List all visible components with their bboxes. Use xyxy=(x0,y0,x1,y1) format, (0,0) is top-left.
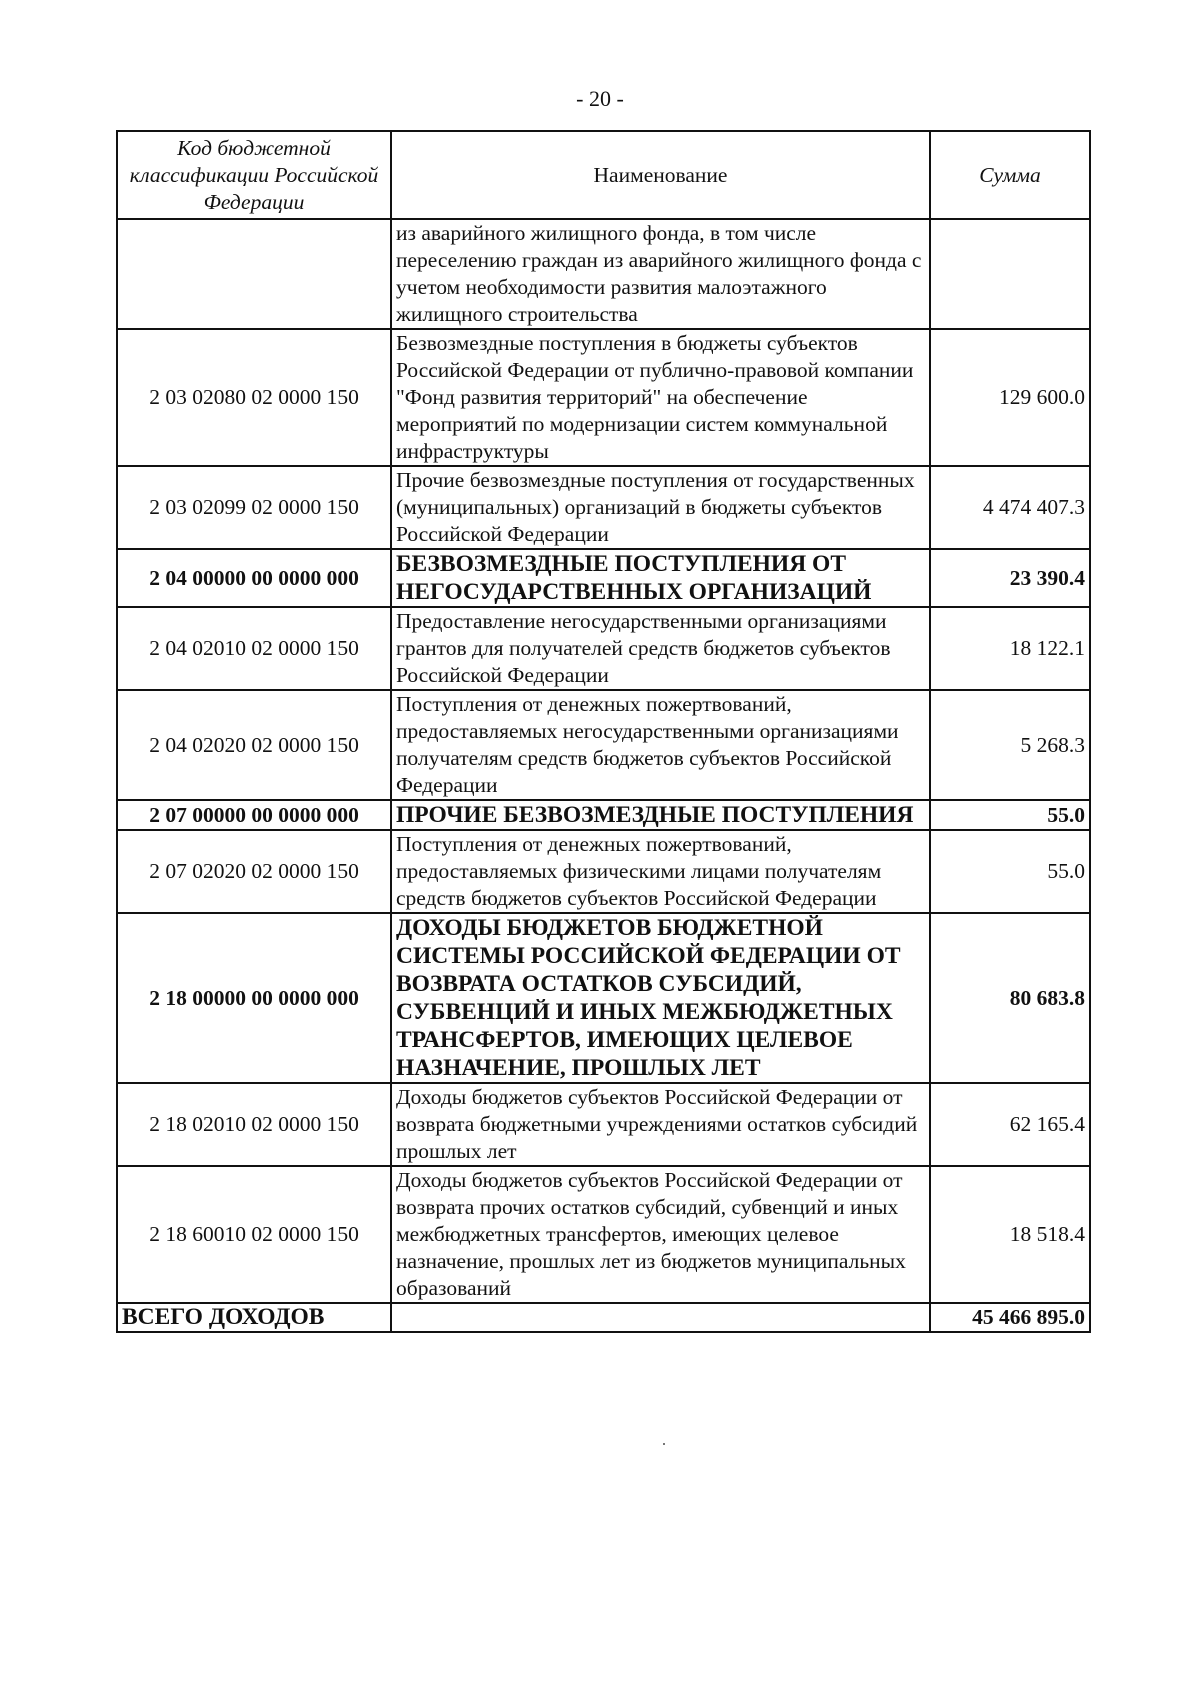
name-cell: ПРОЧИЕ БЕЗВОЗМЕЗДНЫЕ ПОСТУПЛЕНИЯ xyxy=(391,800,930,830)
sum-cell: 80 683.8 xyxy=(930,913,1090,1083)
code-cell: 2 18 00000 00 0000 000 xyxy=(117,913,391,1083)
code-cell: 2 07 00000 00 0000 000 xyxy=(117,800,391,830)
total-name-empty xyxy=(391,1303,930,1332)
table-row xyxy=(117,329,1090,466)
sum-cell: 55.0 xyxy=(930,800,1090,830)
table-header-row xyxy=(117,131,1090,219)
sum-cell: 18 122.1 xyxy=(930,607,1090,690)
table-row xyxy=(117,800,1090,830)
sum-cell: 23 390.4 xyxy=(930,549,1090,607)
name-cell: Прочие безвозмездные поступления от государственных (муниципальных) организаций в бюджеты субъектов Российской Федерации xyxy=(391,466,930,549)
name-cell: из аварийного жилищного фонда, в том числе переселению граждан из аварийного жилищного фонда с учетом необходимости развития малоэтажного жилищного строительства xyxy=(391,219,930,329)
sum-cell: 5 268.3 xyxy=(930,690,1090,800)
name-cell: Безвозмездные поступления в бюджеты субъектов Российской Федерации от публично-правовой компании "Фонд развития территорий" на обеспечение мероприятий по модернизации систем коммунальной инфраструктуры xyxy=(391,329,930,466)
table-row xyxy=(117,830,1090,913)
name-cell: Доходы бюджетов субъектов Российской Федерации от возврата бюджетными учреждениями остатков субсидий прошлых лет xyxy=(391,1083,930,1166)
table-row xyxy=(117,690,1090,800)
sum-cell: 4 474 407.3 xyxy=(930,466,1090,549)
table-row xyxy=(117,1166,1090,1303)
page-number: - 20 - xyxy=(576,86,624,111)
total-label: ВСЕГО ДОХОДОВ xyxy=(117,1303,391,1332)
name-cell: Поступления от денежных пожертвований, предоставляемых негосударственными организациями получателям средств бюджетов субъектов Российской Федерации xyxy=(391,690,930,800)
name-cell: БЕЗВОЗМЕЗДНЫЕ ПОСТУПЛЕНИЯ ОТ НЕГОСУДАРСТВЕННЫХ ОРГАНИЗАЦИЙ xyxy=(391,549,930,607)
sum-cell xyxy=(930,219,1090,329)
code-cell: 2 04 00000 00 0000 000 xyxy=(117,549,391,607)
scan-speck xyxy=(663,1443,665,1445)
code-cell: 2 18 60010 02 0000 150 xyxy=(117,1166,391,1303)
code-cell: 2 04 02020 02 0000 150 xyxy=(117,690,391,800)
revenue-table xyxy=(116,130,1091,1333)
table-row xyxy=(117,607,1090,690)
code-cell: 2 03 02099 02 0000 150 xyxy=(117,466,391,549)
table-row xyxy=(117,466,1090,549)
code-cell: 2 07 02020 02 0000 150 xyxy=(117,830,391,913)
sum-cell: 18 518.4 xyxy=(930,1166,1090,1303)
code-cell: 2 18 02010 02 0000 150 xyxy=(117,1083,391,1166)
name-cell: ДОХОДЫ БЮДЖЕТОВ БЮДЖЕТНОЙ СИСТЕМЫ РОССИЙСКОЙ ФЕДЕРАЦИИ ОТ ВОЗВРАТА ОСТАТКОВ СУБСИДИЙ, СУБВЕНЦИЙ И ИНЫХ МЕЖБЮДЖЕТНЫХ ТРАНСФЕРТОВ, ИМЕЮЩИХ ЦЕЛЕВОЕ НАЗНАЧЕНИЕ, ПРОШЛЫХ ЛЕТ xyxy=(391,913,930,1083)
name-cell: Доходы бюджетов субъектов Российской Федерации от возврата прочих остатков субсидий, субвенций и иных межбюджетных трансфертов, имеющих целевое назначение, прошлых лет из бюджетов муниципальных образований xyxy=(391,1166,930,1303)
name-cell: Поступления от денежных пожертвований, предоставляемых физическими лицами получателям средств бюджетов субъектов Российской Федерации xyxy=(391,830,930,913)
code-cell: 2 03 02080 02 0000 150 xyxy=(117,329,391,466)
table-body xyxy=(117,219,1090,1303)
sum-cell: 62 165.4 xyxy=(930,1083,1090,1166)
table-row xyxy=(117,1083,1090,1166)
header-sum: Сумма xyxy=(930,131,1090,219)
table-row xyxy=(117,219,1090,329)
total-sum: 45 466 895.0 xyxy=(930,1303,1090,1332)
code-cell xyxy=(117,219,391,329)
header-code: Код бюджетной классификации Российской Федерации xyxy=(117,131,391,219)
header-name: Наименование xyxy=(391,131,930,219)
name-cell: Предоставление негосударственными организациями грантов для получателей средств бюджетов субъектов Российской Федерации xyxy=(391,607,930,690)
table-row xyxy=(117,549,1090,607)
sum-cell: 129 600.0 xyxy=(930,329,1090,466)
code-cell: 2 04 02010 02 0000 150 xyxy=(117,607,391,690)
table-row xyxy=(117,913,1090,1083)
total-row xyxy=(117,1303,1090,1332)
sum-cell: 55.0 xyxy=(930,830,1090,913)
